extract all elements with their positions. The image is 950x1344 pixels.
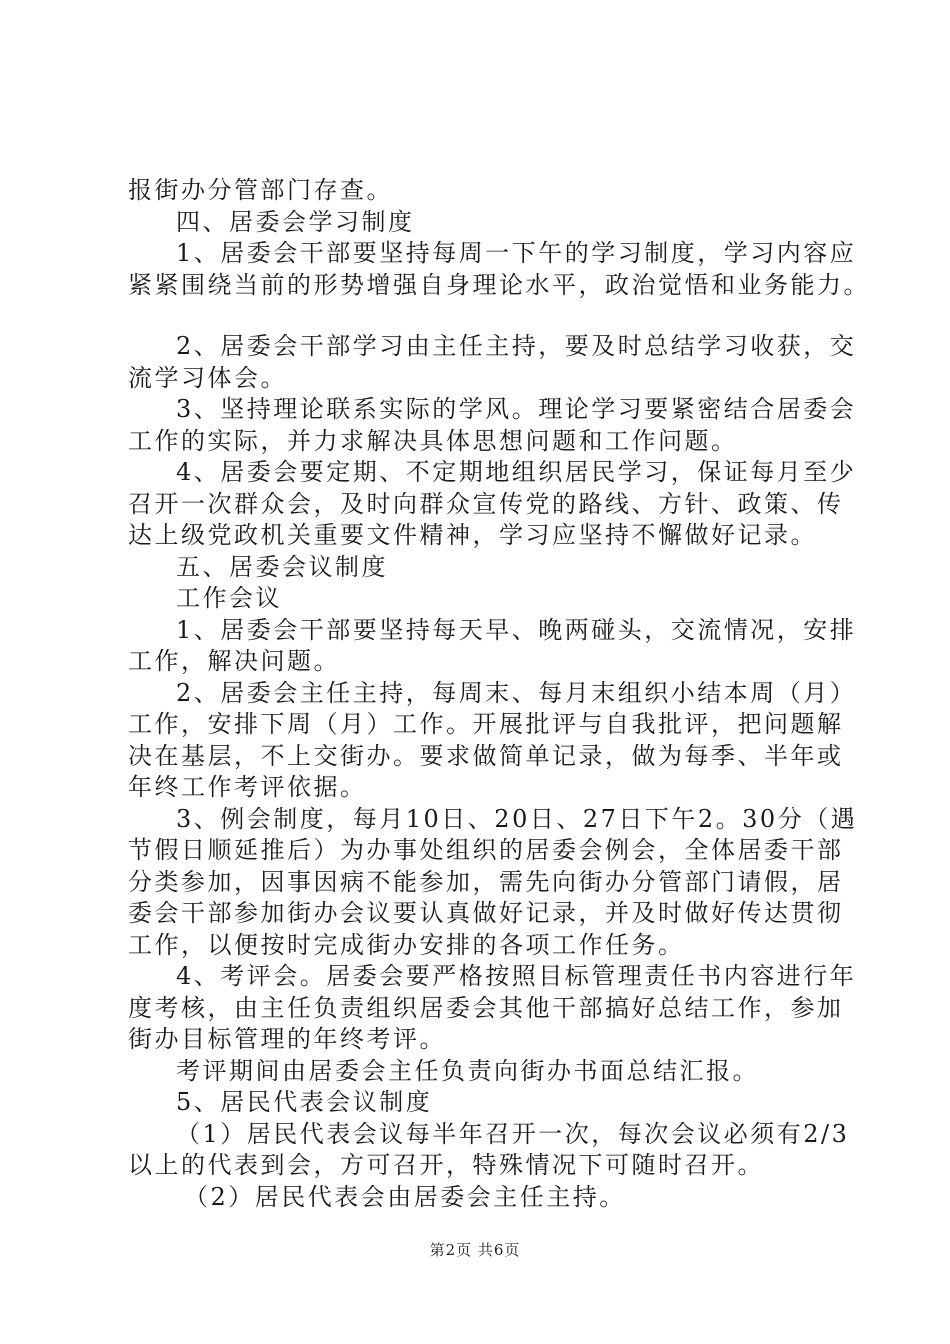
text-line: 3、例会制度，每月10日、20日、27日下午2。30分（遇	[176, 805, 858, 833]
text-line: 节假日顺延推后）为办事处组织的居委会例会，全体居委干部	[128, 836, 844, 864]
text-line: 2、居委会主任主持，每周末、每月末组织小结本周（月）	[176, 679, 857, 707]
section-heading: 五、居委会议制度	[176, 553, 388, 581]
text-line: 工作，安排下周（月）工作。开展批评与自我批评，把问题解	[128, 710, 844, 738]
text-line: （2）居民代表会由居委会主任主持。	[184, 1183, 626, 1211]
text-line: 4、考评会。居委会要严格按照目标管理责任书内容进行年	[176, 962, 857, 990]
text-line: 1、居委会干部要坚持每天早、晚两碰头，交流情况，安排	[176, 616, 857, 644]
text-line: 工作，解决问题。	[128, 647, 340, 675]
text-line: 达上级党政机关重要文件精神，学习应坚持不懈做好记录。	[128, 521, 817, 549]
text-line: 工作，以便按时完成街办安排的各项工作任务。	[128, 931, 685, 959]
page-footer: 第2页 共6页	[429, 1241, 521, 1259]
text-line: 流学习体会。	[128, 364, 287, 392]
section-heading: 四、居委会学习制度	[176, 208, 415, 236]
text-line: 召开一次群众会，及时向群众宣传党的路线、方针、政策、传	[128, 490, 844, 518]
text-line: 报街办分管部门存查。	[128, 176, 393, 204]
text-line: 委会干部参加街办会议要认真做好记录，并及时做好传达贯彻	[128, 899, 844, 927]
text-line: 街办目标管理的年终考评。	[128, 1025, 446, 1053]
text-line: 紧紧围绕当前的形势增强自身理论水平，政治觉悟和业务能力。	[128, 271, 870, 299]
text-line: 1、居委会干部要坚持每周一下午的学习制度，学习内容应	[176, 239, 857, 267]
sub-heading: 工作会议	[176, 584, 282, 612]
sub-heading: 5、居民代表会议制度	[176, 1088, 433, 1116]
text-line: 3、坚持理论联系实际的学风。理论学习要紧密结合居委会	[176, 395, 857, 423]
text-line: 年终工作考评依据。	[128, 773, 367, 801]
text-line: 分类参加，因事因病不能参加，需先向街办分管部门请假，居	[128, 868, 844, 896]
text-line: 2、居委会干部学习由主任主持，要及时总结学习收获，交	[176, 332, 857, 360]
text-line: 工作的实际，并力求解决具体思想问题和工作问题。	[128, 427, 738, 455]
text-line: 度考核，由主任负责组织居委会其他干部搞好总结工作，参加	[128, 994, 844, 1022]
text-line: 以上的代表到会，方可召开，特殊情况下可随时召开。	[128, 1151, 764, 1179]
text-line: （1）居民代表会议每半年召开一次，每次会议必须有2/3	[176, 1120, 850, 1148]
text-line: 4、居委会要定期、不定期地组织居民学习，保证每月至少	[176, 458, 857, 486]
text-line: 决在基层，不上交街办。要求做简单记录，做为每季、半年或	[128, 742, 844, 770]
text-line: 考评期间由居委会主任负责向街办书面总结汇报。	[176, 1057, 759, 1085]
